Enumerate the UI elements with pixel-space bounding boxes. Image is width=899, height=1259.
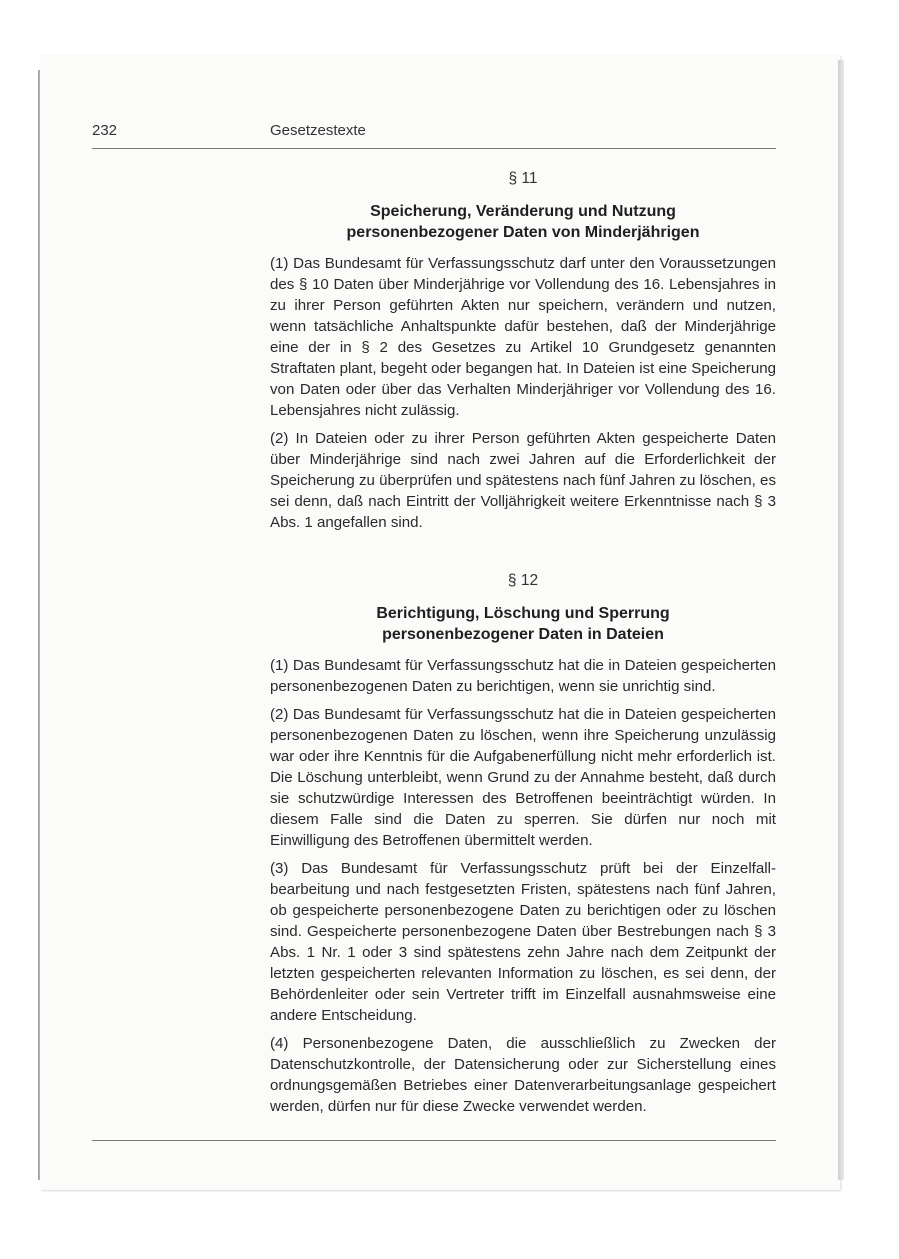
- section-12: [270, 570, 776, 1117]
- paragraph: (1) Das Bundesamt für Verfassungsschutz hat die in Dateien gespeicherten personenbezogenen Daten zu berichtigen, wenn sie unrichtig sind.: [270, 657, 776, 695]
- section-title-line: Berichtigung, Löschung und Sperrung: [376, 605, 670, 622]
- paragraph: (4) Personenbezogene Daten, die ausschließlich zu Zwecken der Datenschutzkontrolle, der Datensicherung oder zur Sicherstellung eines ordnungsgemäßen Betriebes einer Datenverarbeitungsanlage gespeichert werden, dürfen nur für diese Zwecke verwendet werden.: [270, 1035, 776, 1115]
- section-11: [270, 168, 776, 533]
- page-body: [270, 160, 776, 1124]
- running-head: Gesetzestexte: [270, 122, 366, 139]
- paragraph: (1) Das Bundesamt für Verfassungsschutz darf unter den Voraussetzungen des § 10 Daten über Minderjährige vor Vollendung des 16. Lebensjahres in zu ihrer Person geführten Akten nur speichern, verändern und nutzen, wenn tatsächliche Anhaltspunkte dafür bestehen, daß der Minderjährige eine der in § 2 des Gesetzes zu Artikel 10 Grundgesetz genannten Straftaten plant, begeht oder begangen hat. In Dateien ist eine Speicherung von Daten oder über das Verhalten Minderjähriger vor Vollendung des 16. Lebensjahres nicht zulässig.: [270, 255, 777, 419]
- page-header: [92, 122, 776, 148]
- page-number: 232: [92, 122, 118, 139]
- section-spacer: [270, 540, 776, 562]
- section-number: § 12: [507, 572, 539, 589]
- section-title-line: personenbezogener Daten von Minderjährigen: [346, 224, 700, 241]
- paragraph: (3) Das Bundesamt für Verfassungsschutz prüft bei der Einzelfallbearbeitung und nach festgesetzten Fristen, spätestens nach fünf Jahren, ob gespeicherte personenbezogene Daten zu berichtigen oder zu löschen sind. Gespeicherte personenbezogene Daten über Bestrebungen nach § 3 Abs. 1 Nr. 1 oder 3 sind spätestens zehn Jahre nach dem Zeitpunkt der letzten gespeicherten relevanten Information zu löschen, es sei denn, der Behördenleiter oder sein Vertreter trifft im Einzelfall ausnahmsweise eine andere Entscheidung.: [270, 860, 776, 1024]
- scan-edge-right: [838, 60, 844, 1180]
- section-title-line: Speicherung, Veränderung und Nutzung: [370, 203, 676, 220]
- header-rule: [92, 148, 776, 149]
- paragraph: (2) In Dateien oder zu ihrer Person geführten Akten gespeicherte Daten über Minderjährige sind nach zwei Jahren auf die Erforderlichkeit der Speicherung zu überprüfen und spätestens nach fünf Jahren zu löschen, es sei denn, daß nach Eintritt der Volljährigkeit weitere Erkenntnisse nach § 3 Abs. 1 angefallen sind.: [270, 430, 776, 531]
- section-number: § 11: [508, 170, 538, 187]
- footer-rule: [92, 1140, 776, 1141]
- section-title: [270, 603, 776, 645]
- section-title-line: personenbezogener Daten in Dateien: [382, 626, 664, 643]
- paragraph: (2) Das Bundesamt für Verfassungsschutz hat die in Dateien gespeicherten personenbezogenen Daten zu löschen, wenn ihre Speicherung unzulässig war oder ihre Kenntnis für die Aufgabenerfüllung nicht mehr erforderlich ist. Die Löschung unterbleibt, wenn Grund zu der Annahme besteht, daß durch sie schutzwürdige Interessen des Betroffenen beeinträchtigt würden. In diesem Falle sind die Daten zu sperren. Sie dürfen nur noch mit Einwilligung des Betroffenen übermittelt werden.: [270, 706, 776, 849]
- section-title: [270, 201, 776, 243]
